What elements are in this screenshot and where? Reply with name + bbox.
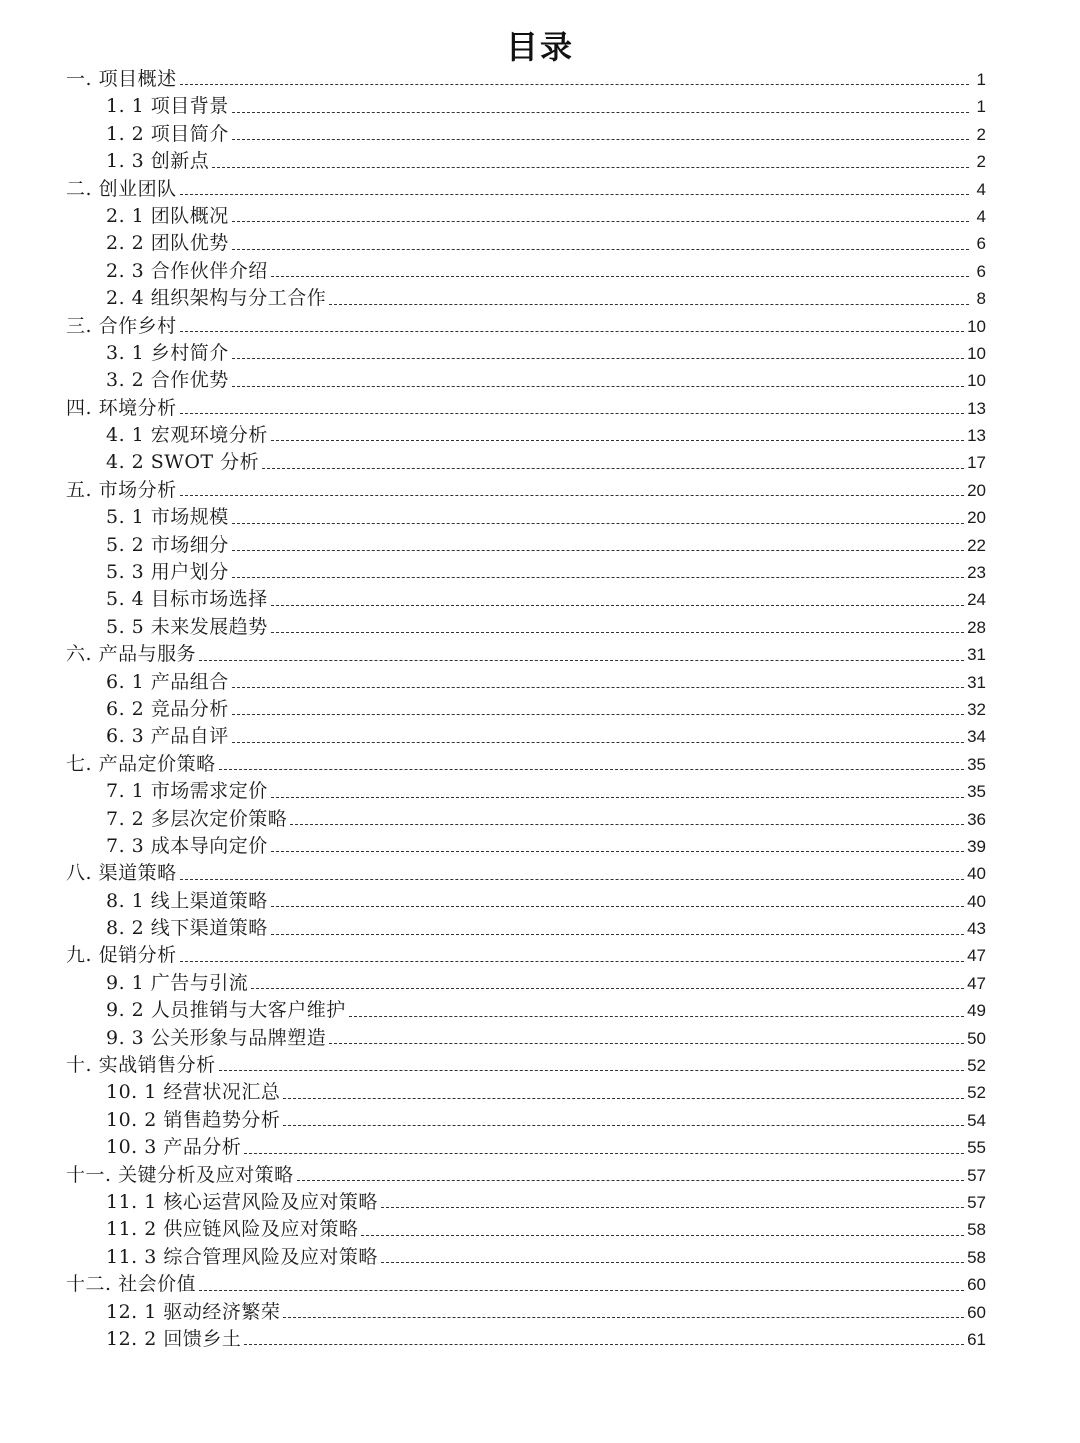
toc-entry-label: 5. 1 市场规模 [106,506,229,529]
toc-section-entry[interactable] [66,121,986,148]
toc-dot-leader [244,1343,964,1345]
toc-page-number: 36 [967,809,986,829]
toc-entry-label: 10. 2 销售趋势分析 [106,1108,281,1131]
toc-entry-label: 5. 3 用户划分 [106,561,229,584]
toc-page-number: 61 [967,1329,986,1349]
toc-dot-leader [283,1097,964,1099]
toc-dot-leader [361,1234,964,1236]
toc-section-entry[interactable] [66,449,986,476]
toc-page-number: 2 [976,124,986,144]
toc-page-number: 31 [967,645,986,665]
toc-chapter-entry[interactable] [66,751,986,778]
toc-chapter-entry[interactable] [66,1052,986,1079]
toc-entry-label: 5. 4 目标市场选择 [106,588,268,611]
toc-dot-leader [219,768,964,770]
toc-entry-label: 十二. 社会价值 [66,1273,197,1296]
table-of-contents [66,66,986,1353]
toc-page-number: 43 [967,919,986,939]
toc-entry-label: 7. 3 成本导向定价 [106,834,268,857]
toc-chapter-entry[interactable] [66,1162,986,1189]
toc-section-entry[interactable] [66,778,986,805]
toc-entry-label: 8. 1 线上渠道策略 [106,889,268,912]
toc-section-entry[interactable] [66,1244,986,1271]
toc-dot-leader [271,631,964,633]
toc-section-entry[interactable] [66,970,986,997]
toc-entry-label: 1. 2 项目简介 [106,122,229,145]
toc-section-entry[interactable] [66,669,986,696]
toc-section-entry[interactable] [66,1107,986,1134]
toc-entry-label: 11. 2 供应链风险及应对策略 [106,1218,359,1241]
toc-dot-leader [244,1152,964,1154]
toc-entry-label: 9. 1 广告与引流 [106,971,249,994]
toc-chapter-entry[interactable] [66,860,986,887]
toc-entry-label: 二. 创业团队 [66,177,177,200]
toc-dot-leader [180,494,964,496]
toc-dot-leader [180,412,964,414]
toc-dot-leader [381,1206,964,1208]
toc-entry-label: 1. 1 项目背景 [106,95,229,118]
toc-entry-label: 2. 2 团队优势 [106,232,229,255]
toc-entry-label: 12. 1 驱动经济繁荣 [106,1300,281,1323]
toc-dot-leader [232,713,964,715]
toc-dot-leader [271,439,964,441]
toc-page-number: 4 [976,179,986,199]
toc-dot-leader [180,193,969,195]
toc-dot-leader [349,1015,964,1017]
toc-page-number: 54 [967,1110,986,1130]
toc-page-number: 60 [967,1275,986,1295]
toc-dot-leader [271,933,964,935]
toc-section-entry[interactable] [66,1189,986,1216]
toc-chapter-entry[interactable] [66,477,986,504]
toc-section-entry[interactable] [66,340,986,367]
toc-entry-label: 四. 环境分析 [66,396,177,419]
toc-page-number: 1 [976,69,986,89]
toc-section-entry[interactable] [66,586,986,613]
toc-entry-label: 6. 1 产品组合 [106,670,229,693]
toc-page-number: 60 [967,1302,986,1322]
toc-page-number: 32 [967,699,986,719]
toc-section-entry[interactable] [66,504,986,531]
toc-section-entry[interactable] [66,93,986,120]
toc-section-entry[interactable] [66,367,986,394]
toc-page-number: 1 [976,97,986,117]
page-title: 目录 [505,28,574,66]
toc-page-number: 8 [976,289,986,309]
toc-dot-leader [232,220,969,222]
toc-entry-label: 2. 3 合作伙伴介绍 [106,259,268,282]
toc-entry-label: 7. 2 多层次定价策略 [106,807,288,830]
toc-dot-leader [212,166,969,168]
toc-entry-label: 三. 合作乡村 [66,314,177,337]
toc-chapter-entry[interactable] [66,313,986,340]
toc-entry-label: 1. 3 创新点 [106,150,210,173]
toc-dot-leader [329,1042,964,1044]
toc-section-entry[interactable] [66,1079,986,1106]
toc-dot-leader [180,960,964,962]
toc-dot-leader [271,850,964,852]
toc-chapter-entry[interactable] [66,66,986,93]
toc-section-entry[interactable] [66,997,986,1024]
toc-entry-label: 10. 1 经营状况汇总 [106,1081,281,1104]
toc-page-number: 57 [967,1193,986,1212]
toc-dot-leader [283,1124,964,1126]
toc-entry-label: 5. 5 未来发展趋势 [106,615,268,638]
toc-page-number: 10 [967,371,986,391]
toc-page-number: 35 [967,754,986,774]
toc-page-number: 35 [967,782,986,802]
toc-section-entry[interactable] [66,422,986,449]
toc-entry-label: 3. 1 乡村简介 [106,341,229,364]
toc-page-number: 57 [967,1165,986,1185]
toc-entry-label: 9. 2 人员推销与大客户维护 [106,999,346,1022]
toc-chapter-entry[interactable] [66,943,986,970]
toc-chapter-entry[interactable] [66,176,986,203]
toc-page-number: 20 [967,508,986,528]
toc-section-entry[interactable] [66,614,986,641]
toc-entry-label: 2. 1 团队概况 [106,204,229,227]
toc-page-number: 13 [967,398,986,418]
toc-entry-label: 3. 2 合作优势 [106,369,229,392]
toc-section-entry[interactable] [66,203,986,230]
toc-entry-label: 10. 3 产品分析 [106,1136,242,1159]
toc-page-number: 55 [967,1138,986,1158]
toc-dot-leader [219,1069,964,1071]
toc-entry-label: 七. 产品定价策略 [66,752,216,775]
toc-dot-leader [232,111,969,113]
toc-page-number: 28 [967,617,986,637]
toc-page-number: 10 [967,316,986,336]
toc-section-entry[interactable] [66,1134,986,1161]
toc-dot-leader [232,686,964,688]
toc-section-entry[interactable] [66,148,986,175]
toc-entry-label: 9. 3 公关形象与品牌塑造 [106,1026,327,1049]
toc-entry-label: 11. 3 综合管理风险及应对策略 [106,1245,378,1268]
toc-page-number: 58 [967,1220,986,1240]
toc-dot-leader [232,248,969,250]
toc-section-entry[interactable] [66,1216,986,1243]
toc-page-number: 40 [967,864,986,884]
toc-entry-label: 8. 2 线下渠道策略 [106,917,268,940]
toc-section-entry[interactable] [66,230,986,257]
toc-section-entry[interactable] [66,888,986,915]
toc-entry-label: 6. 3 产品自评 [106,725,229,748]
toc-page-number: 31 [967,672,986,692]
toc-dot-leader [297,1179,964,1181]
toc-page-number: 52 [967,1056,986,1076]
toc-page-number: 24 [967,590,986,610]
toc-dot-leader [232,522,964,524]
toc-page-number: 39 [967,836,986,856]
toc-page-number: 34 [967,727,986,747]
toc-section-entry[interactable] [66,1326,986,1353]
toc-page-number: 10 [967,343,986,363]
toc-dot-leader [180,330,964,332]
toc-page-number: 13 [967,426,986,446]
toc-entry-label: 7. 1 市场需求定价 [106,780,268,803]
toc-page-number: 6 [976,261,986,281]
toc-dot-leader [271,275,969,277]
toc-page-number: 17 [967,453,986,473]
toc-dot-leader [199,1289,964,1291]
toc-page-number: 50 [967,1028,986,1048]
toc-dot-leader [329,303,969,305]
toc-page-number: 58 [967,1247,986,1267]
toc-entry-label: 2. 4 组织架构与分工合作 [106,287,327,310]
toc-section-entry[interactable] [66,696,986,723]
toc-dot-leader [271,604,964,606]
toc-dot-leader [232,741,964,743]
toc-entry-label: 六. 产品与服务 [66,643,197,666]
toc-chapter-entry[interactable] [66,1271,986,1298]
toc-dot-leader [283,1316,964,1318]
toc-page-number: 49 [967,1001,986,1021]
toc-entry-label: 5. 2 市场细分 [106,533,229,556]
toc-dot-leader [180,83,969,85]
toc-section-entry[interactable] [66,915,986,942]
toc-section-entry[interactable] [66,723,986,750]
toc-entry-label: 八. 渠道策略 [66,862,177,885]
toc-dot-leader [271,796,964,798]
toc-page-number: 4 [976,206,986,226]
toc-dot-leader [262,467,964,469]
toc-page-number: 20 [967,480,986,500]
toc-dot-leader [199,659,964,661]
toc-entry-label: 九. 促销分析 [66,944,177,967]
toc-page-number: 52 [967,1083,986,1103]
toc-dot-leader [232,549,964,551]
toc-entry-label: 五. 市场分析 [66,478,177,501]
toc-page-number: 23 [967,563,986,583]
toc-section-entry[interactable] [66,1025,986,1052]
toc-section-entry[interactable] [66,806,986,833]
toc-page-number: 40 [967,891,986,911]
toc-section-entry[interactable] [66,258,986,285]
toc-entry-label: 十一. 关键分析及应对策略 [66,1163,294,1186]
toc-entry-label: 11. 1 核心运营风险及应对策略 [106,1191,378,1213]
toc-chapter-entry[interactable] [66,395,986,422]
toc-dot-leader [290,823,964,825]
toc-section-entry[interactable] [66,833,986,860]
toc-section-entry[interactable] [66,559,986,586]
toc-page-number: 6 [976,234,986,254]
toc-entry-label: 12. 2 回馈乡土 [106,1327,242,1350]
toc-entry-label: 4. 1 宏观环境分析 [106,424,268,447]
toc-section-entry[interactable] [66,285,986,312]
toc-dot-leader [232,357,964,359]
toc-dot-leader [271,905,964,907]
toc-dot-leader [180,878,964,880]
toc-section-entry[interactable] [66,532,986,559]
toc-entry-label: 十. 实战销售分析 [66,1054,216,1077]
toc-dot-leader [232,385,964,387]
toc-page-number: 47 [967,946,986,966]
toc-entry-label: 一. 项目概述 [66,67,177,90]
toc-section-entry[interactable] [66,1299,986,1326]
toc-dot-leader [232,138,969,140]
toc-dot-leader [251,987,964,989]
toc-entry-label: 4. 2 SWOT 分析 [106,451,260,474]
toc-chapter-entry[interactable] [66,641,986,668]
toc-page-number: 2 [976,152,986,172]
toc-page-number: 22 [967,535,986,555]
toc-page-number: 47 [967,973,986,993]
toc-entry-label: 6. 2 竞品分析 [106,697,229,720]
toc-dot-leader [232,576,964,578]
toc-dot-leader [381,1261,964,1263]
